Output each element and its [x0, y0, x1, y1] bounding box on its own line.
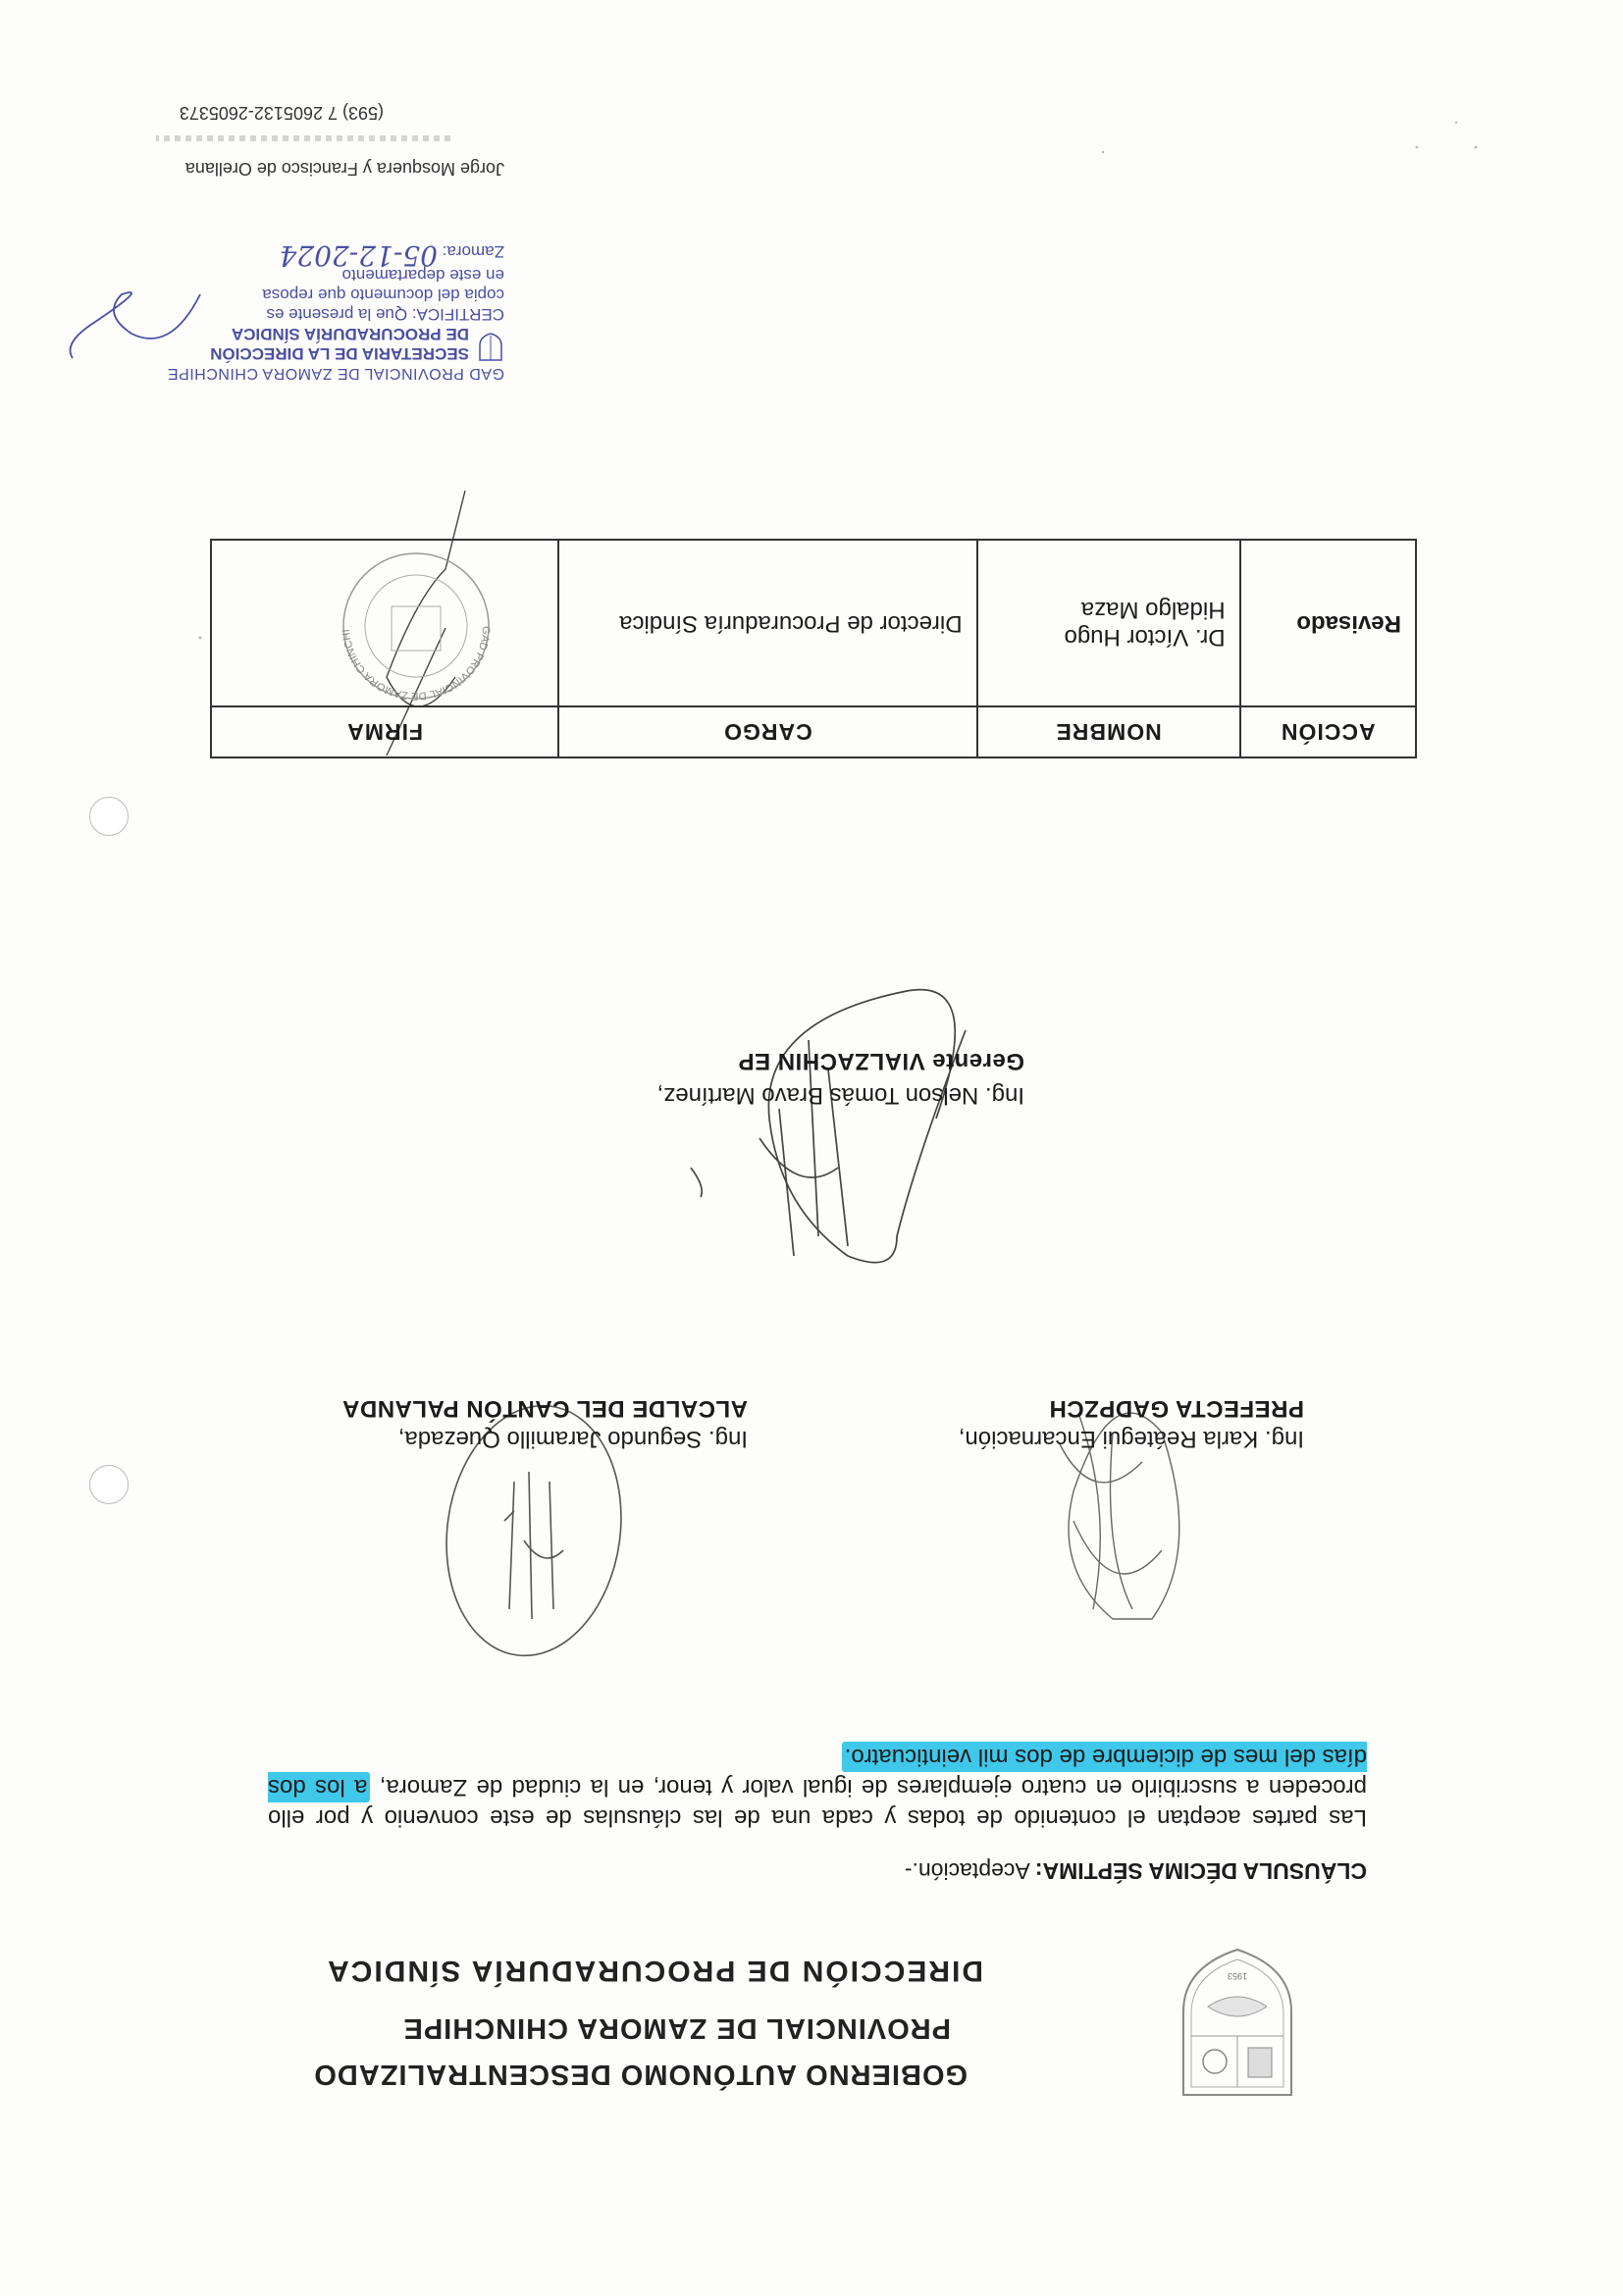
cert-line2: SECRETARIA DE LA DIRECCIÓN — [210, 344, 469, 363]
signatory-3-role: Gerente VIALZACHIN EP — [738, 1048, 1024, 1074]
shield-icon — [477, 332, 504, 363]
institution-name-line2: PROVINCIAL DE ZAMORA CHINCHIPE — [402, 2012, 951, 2044]
cert-line4: CERTIFICA: Que la presente es — [266, 305, 504, 324]
table-row — [211, 540, 1416, 706]
footer-address: Jorge Mosquera y Francisco de Orellana — [184, 159, 504, 179]
cert-date-value: 05-12-2024 — [279, 239, 438, 272]
punch-hole — [89, 1465, 129, 1504]
clause-title-rest: Aceptación.- — [904, 1858, 1035, 1884]
cert-line6: en este departamento — [341, 266, 504, 285]
cert-line5: copia del documento que reposa — [262, 286, 504, 304]
review-table — [210, 539, 1417, 758]
cell-firma — [211, 540, 558, 706]
header-firma: FIRMA — [211, 706, 558, 757]
cert-date-row — [92, 239, 504, 272]
header-nombre: NOMBRE — [977, 706, 1240, 757]
header-cargo: CARGO — [558, 706, 976, 757]
highlighted-date-text: a los dos días del mes de diciembre de dos mil veinticuatro. — [268, 1744, 1367, 1800]
svg-text:GAD PROVINCIAL DE ZAMORA CHINC: GAD PROVINCIAL DE ZAMORA CHINCHI — [340, 626, 493, 703]
institution-name-line1: GOBIERNO AUTÓNOMO DESCENTRALIZADO — [313, 2059, 968, 2090]
cell-nombre: Dr. Víctor Hugo Hidalgo Maza — [977, 540, 1240, 706]
cert-line1: GAD PROVINCIAL DE ZAMORA CHINCHIPE — [167, 365, 504, 382]
punch-hole — [89, 797, 129, 836]
signatory-3-name: Ing. Nelson Tomás Bravo Martínez, — [656, 1082, 1024, 1109]
signature-3 — [691, 990, 966, 1263]
signatory-2-name: Ing. Segundo Jaramillo Quezada, — [397, 1426, 748, 1452]
clause-body-text: Las partes aceptan el contenido de todas y cada una de las cláusulas de este convenio y por ello proceden a suscribirlo en cuatro ejemplares de igual valor y tenor, en la ciudad de Zamora, — [268, 1774, 1367, 1831]
signatory-1-role: PREFECTA GADPZCH — [1049, 1395, 1304, 1422]
header-accion: ACCIÓN — [1240, 706, 1416, 757]
cell-cargo: Director de Procuraduría Síndica — [558, 540, 976, 706]
certifier-signature — [53, 285, 210, 363]
footer-phone: (593) 7 2605132-2605373 — [179, 103, 384, 123]
cert-date-label: Zamora: — [442, 242, 504, 261]
table-header-row — [211, 706, 1416, 757]
signatory-1-name: Ing. Karla Reátegui Encarnación, — [958, 1426, 1304, 1452]
official-stamp — [288, 548, 544, 705]
cell-accion: Revisado — [1240, 540, 1416, 706]
cert-line3: DE PROCURADURÍA SÍNDICA — [231, 325, 469, 343]
signatory-2-role: ALCALDE DEL CANTÓN PALANDA — [341, 1395, 748, 1422]
footer-faint-text — [156, 135, 450, 141]
clause-title-bold: CLÁUSULA DÉCIMA SÉPTIMA: — [1034, 1858, 1367, 1884]
svg-text:1953: 1953 — [1227, 1971, 1248, 1981]
clause-title — [905, 1857, 1367, 1884]
coat-of-arms-logo — [1174, 1943, 1301, 2105]
clause-body — [268, 1742, 1367, 1833]
department-name: DIRECCIÓN DE PROCURADURÍA SÍNDICA — [326, 1955, 983, 1987]
certification-stamp — [92, 241, 504, 383]
